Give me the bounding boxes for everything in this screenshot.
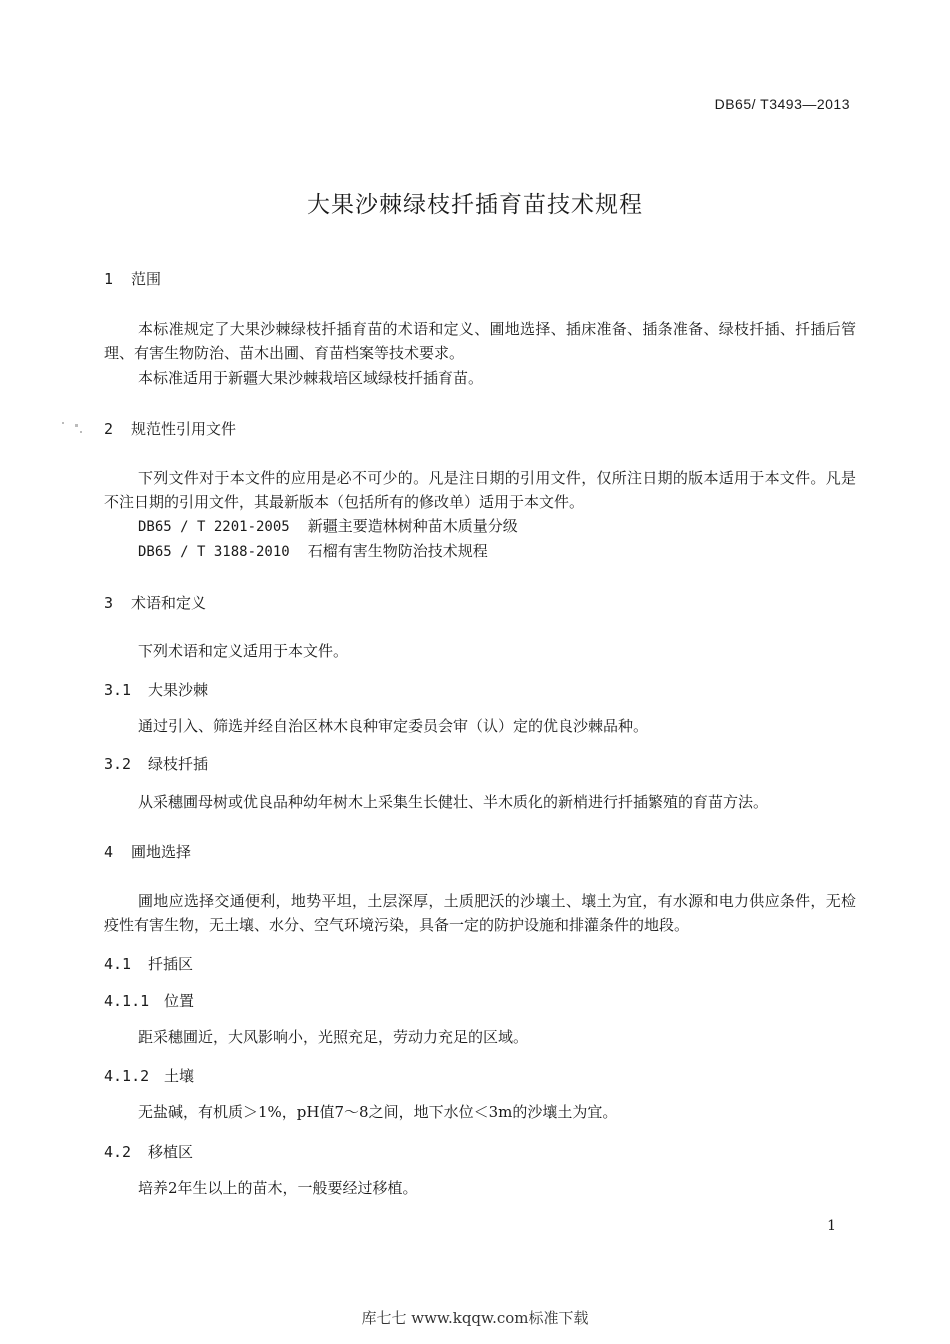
paragraph: 下列文件对于本文件的应用是必不可少的。凡是注日期的引用文件，仅所注日期的版本适用于本文件。凡是不注日期的引用文件，其最新版本（包括所有的修改单）适用于本文件。 <box>104 469 856 511</box>
paragraph: 培养2年生以上的苗木，一般要经过移植。 <box>138 1179 418 1197</box>
section-number: 3 <box>104 594 114 612</box>
section-title: 术语和定义 <box>131 594 207 612</box>
paragraph: 下列术语和定义适用于本文件。 <box>138 642 349 660</box>
subsection-heading <box>104 753 208 774</box>
section-title: 规范性引用文件 <box>131 420 237 438</box>
subsection-title: 移植区 <box>148 1143 194 1161</box>
subsection-heading <box>104 679 208 700</box>
section-4-heading <box>104 841 191 862</box>
paragraph: 无盐碱，有机质＞1%，pH值7～8之间，地下水位＜3m的沙壤土为宜。 <box>138 1103 618 1121</box>
section-3-heading <box>104 592 206 613</box>
subsection-number: 4.1 <box>104 955 132 973</box>
section-title: 范围 <box>131 270 162 288</box>
paragraph: 通过引入、筛选并经自治区林木良种审定委员会审（认）定的优良沙棘品种。 <box>138 717 649 735</box>
subsection-title: 大果沙棘 <box>148 681 209 699</box>
subsection-title: 扦插区 <box>148 955 194 973</box>
subsection-number: 4.2 <box>104 1143 132 1161</box>
paragraph: 本标准适用于新疆大果沙棘栽培区域绿枝扦插育苗。 <box>138 369 484 387</box>
section-title: 圃地选择 <box>131 843 192 861</box>
standard-number: DB65/ T3493—2013 <box>714 96 850 112</box>
subsection-heading <box>104 990 194 1011</box>
section-number: 1 <box>104 270 114 288</box>
reference-code: DB65 / T 2201-2005 <box>138 519 290 535</box>
watermark-footer: 库七七 www.kqqw.com标准下载 <box>361 1309 589 1327</box>
reference-item <box>138 539 488 564</box>
section-1-heading <box>104 268 161 289</box>
subsection-title: 绿枝扦插 <box>148 755 209 773</box>
subsection-heading <box>104 953 193 974</box>
scan-speck <box>62 422 64 424</box>
subsection-heading <box>104 1065 194 1086</box>
document-title: 大果沙棘绿枝扦插育苗技术规程 <box>307 192 643 218</box>
paragraph: 从采穗圃母树或优良品种幼年树木上采集生长健壮、半木质化的新梢进行扦插繁殖的育苗方法。 <box>138 793 769 811</box>
subsection-title: 土壤 <box>164 1067 195 1085</box>
subsection-number: 4.1.2 <box>104 1067 150 1085</box>
section-number: 2 <box>104 420 114 438</box>
section-number: 4 <box>104 843 114 861</box>
paragraph: 本标准规定了大果沙棘绿枝扦插育苗的术语和定义、圃地选择、插床准备、插条准备、绿枝扦插、扦插后管理、有害生物防治、苗木出圃、育苗档案等技术要求。 <box>104 320 856 362</box>
scan-speck <box>75 424 78 427</box>
scan-speck <box>80 431 82 433</box>
subsection-number: 4.1.1 <box>104 992 150 1010</box>
reference-title: 新疆主要造林树种苗木质量分级 <box>307 517 518 535</box>
subsection-heading <box>104 1141 193 1162</box>
subsection-title: 位置 <box>164 992 195 1010</box>
subsection-number: 3.1 <box>104 681 132 699</box>
paragraph: 圃地应选择交通便利，地势平坦，土层深厚，土质肥沃的沙壤土、壤土为宜，有水源和电力供应条件，无检疫性有害生物，无土壤、水分、空气环境污染，具备一定的防护设施和排灌条件的地段。 <box>104 892 856 934</box>
paragraph: 距采穗圃近，大风影响小，光照充足，劳动力充足的区域。 <box>138 1028 529 1046</box>
reference-item <box>138 514 518 539</box>
page-number: 1 <box>827 1218 836 1234</box>
section-2-heading <box>104 418 236 439</box>
subsection-number: 3.2 <box>104 755 132 773</box>
reference-code: DB65 / T 3188-2010 <box>138 544 290 560</box>
reference-title: 石榴有害生物防治技术规程 <box>307 542 488 560</box>
